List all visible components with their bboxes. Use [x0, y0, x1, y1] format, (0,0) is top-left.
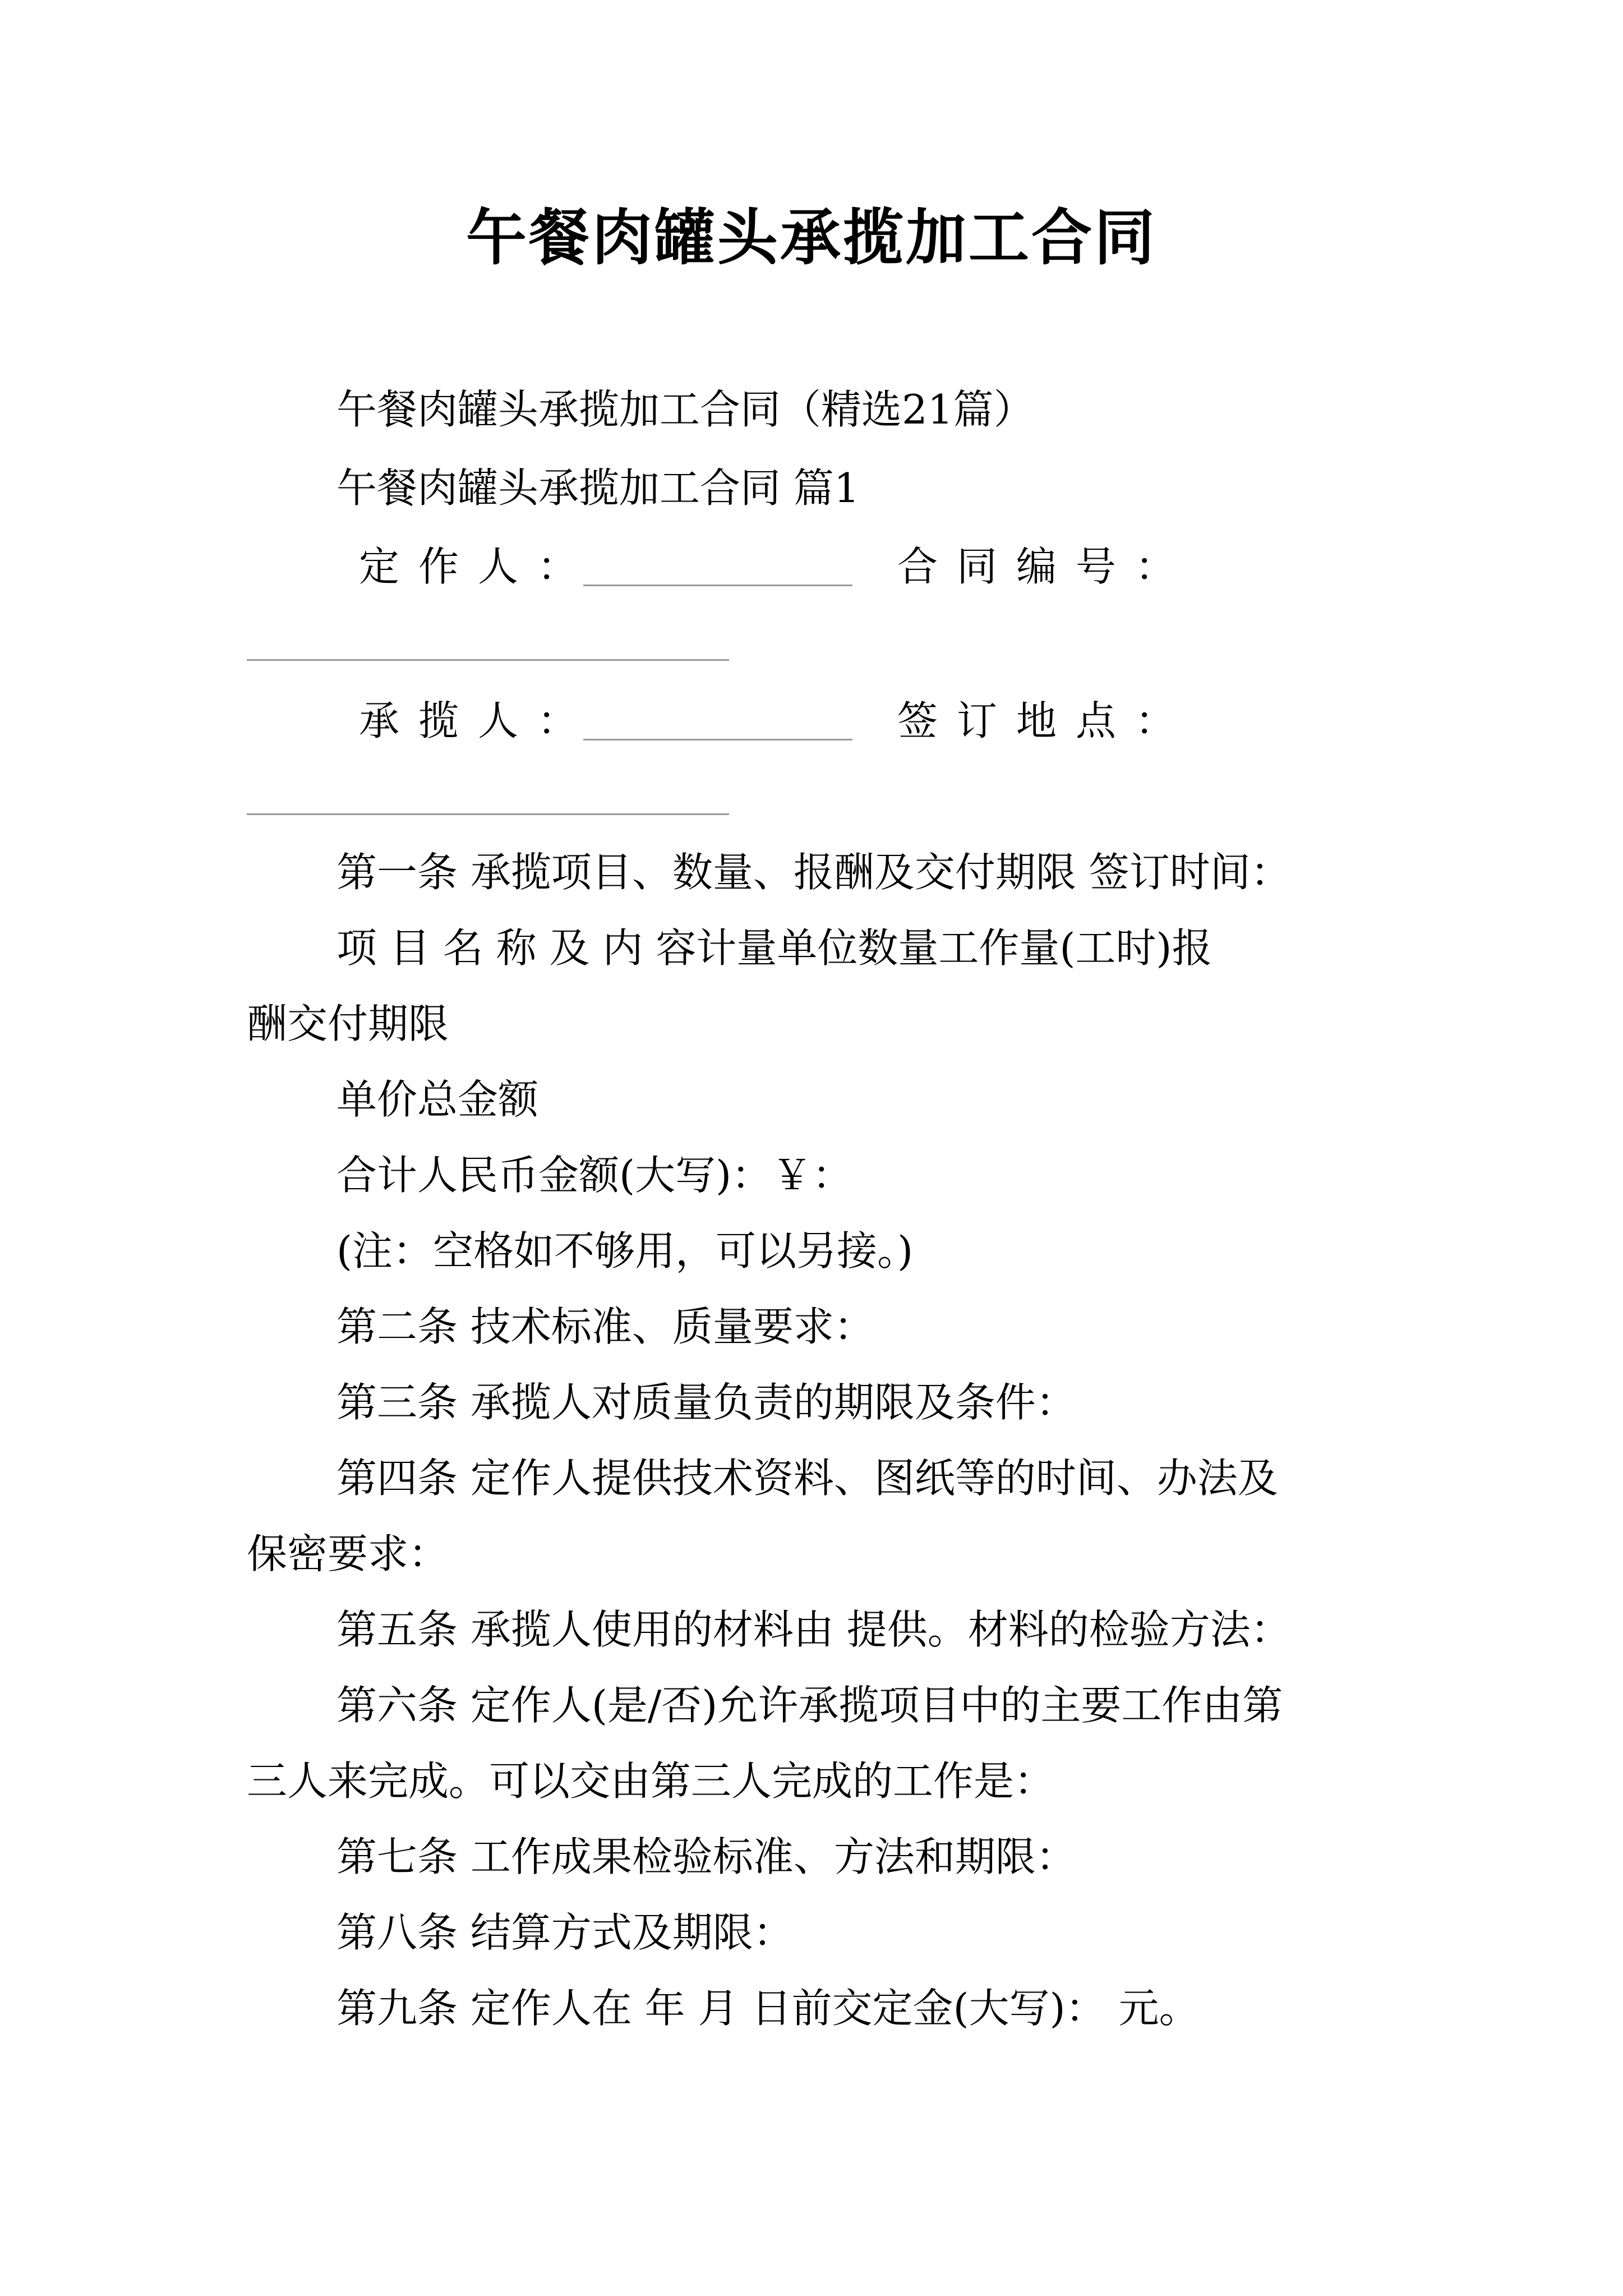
paragraph-1: 第一条 承揽项目、数量、报酬及交付期限 签订时间： — [336, 849, 1291, 896]
contract-no-blank-line — [247, 659, 729, 661]
paragraph-8-cont: 保密要求： — [247, 1530, 449, 1577]
paragraph-10: 第六条 定作人(是/否)允许承揽项目中的主要工作由第 — [336, 1682, 1283, 1729]
paragraph-5: (注：空格如不够用，可以另接。) — [336, 1227, 914, 1274]
signing-place-blank-line — [247, 813, 729, 815]
document-title: 午餐肉罐头承揽加工合同 — [465, 203, 1157, 273]
section-heading: 午餐肉罐头承揽加工合同 篇1 — [336, 464, 860, 512]
signing-place-label: 签订地点： — [897, 697, 1195, 744]
paragraph-6: 第二条 技术标准、质量要求： — [336, 1303, 874, 1350]
document-subtitle: 午餐肉罐头承揽加工合同（精选21篇） — [336, 386, 1034, 433]
contract-no-label: 合同编号： — [897, 543, 1195, 590]
paragraph-4: 合计人民币金额(大写)：￥： — [336, 1152, 853, 1199]
paragraph-11: 第七条 工作成果检验标准、方法和期限： — [336, 1833, 1076, 1880]
orderer-blank-line — [583, 585, 852, 586]
contractor-label: 承揽人： — [359, 697, 597, 744]
paragraph-3: 单价总金额 — [336, 1076, 539, 1123]
paragraph-9: 第五条 承揽人使用的材料由 提供。材料的检验方法： — [336, 1606, 1291, 1653]
contractor-blank-line — [583, 739, 852, 740]
paragraph-13: 第九条 定作人在 年 月 日前交定金(大写)： 元。 — [336, 1985, 1200, 2032]
paragraph-7: 第三条 承揽人对质量负责的期限及条件： — [336, 1379, 1076, 1426]
paragraph-10-cont: 三人来完成。可以交由第三人完成的工作是： — [247, 1757, 1055, 1805]
paragraph-12: 第八条 结算方式及期限： — [336, 1909, 794, 1956]
paragraph-2-cont: 酬交付期限 — [247, 1000, 449, 1047]
paragraph-2: 项 目 名 称 及 内 容计量单位数量工作量(工时)报 — [336, 924, 1212, 972]
orderer-label: 定作人： — [359, 543, 597, 590]
paragraph-8: 第四条 定作人提供技术资料、图纸等的时间、办法及 — [336, 1455, 1278, 1502]
